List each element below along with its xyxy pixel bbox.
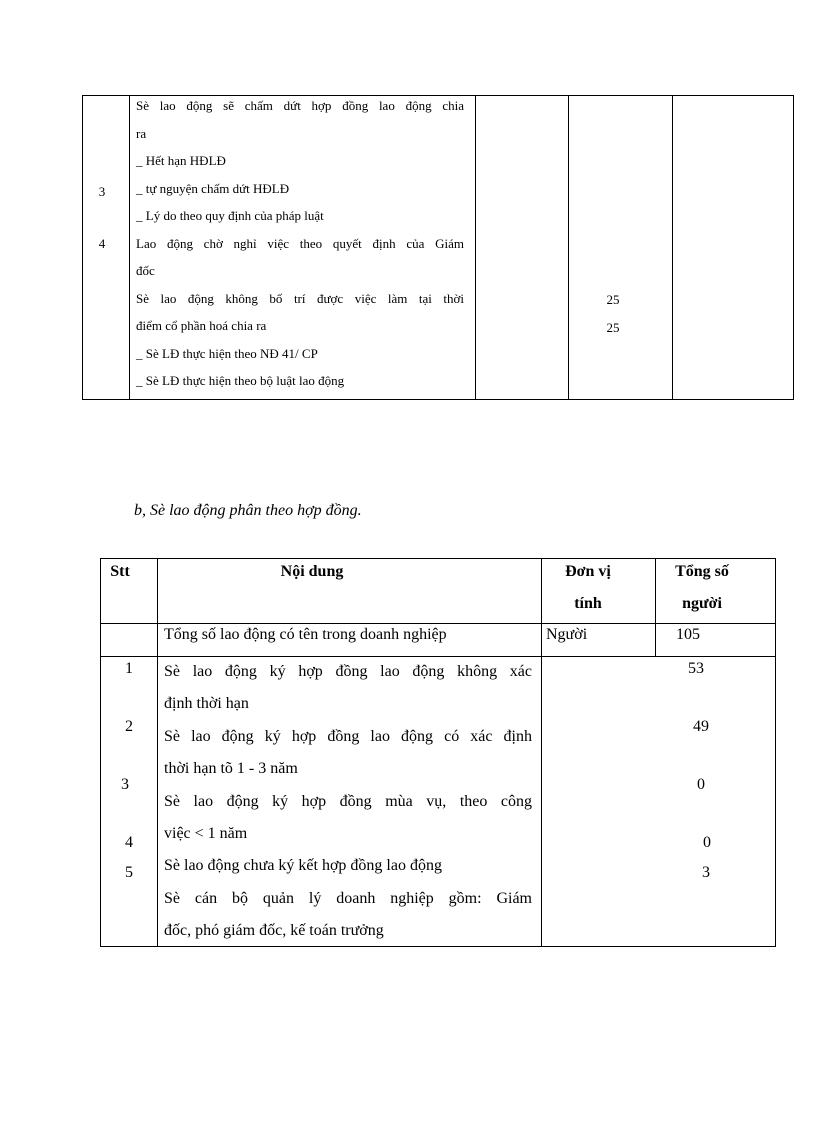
cell-value: 0 (697, 776, 705, 793)
table-col-line (568, 95, 569, 400)
summary-content: Tổng số lao động có tên trong doanh nghiệp (164, 626, 447, 643)
row-number: 3 (121, 776, 129, 793)
content-line: _ Sè LĐ thực hiện theo NĐ 41/ CP (136, 345, 318, 361)
table-col-line (129, 95, 130, 400)
table-col-line (157, 558, 158, 947)
content-line: Sè cán bộ quản lý doanh nghiệp gồm: Giám (164, 889, 532, 907)
header-total: Tổng số (675, 563, 729, 580)
row-number: 5 (125, 864, 133, 881)
table-col-line (793, 95, 794, 400)
content-line: _ tự nguyện chấm dứt HĐLĐ (136, 180, 290, 196)
content-line: Sè lao động sẽ chấm dứt hợp đồng lao động chia (136, 98, 464, 113)
row-number: 4 (125, 834, 133, 851)
header-divider (100, 623, 776, 624)
content-line: _ Sè LĐ thực hiện theo bộ luật lao động (136, 373, 345, 388)
cell-value: 0 (703, 834, 711, 851)
content-line: đốc (136, 263, 155, 278)
content-line: Sè lao động ký hợp đồng mùa vụ, theo công (164, 792, 532, 810)
content-line: thời hạn tõ 1 - 3 năm (164, 760, 298, 778)
header-total-line2: người (682, 595, 722, 612)
section-caption: b, Sè lao động phân theo hợp đồng. (134, 502, 362, 519)
table-col-line (475, 95, 476, 400)
header-stt: Stt (110, 563, 130, 580)
cell-value: 53 (688, 660, 704, 677)
row-number: 1 (125, 660, 133, 677)
row-content (164, 656, 532, 948)
summary-unit: Người (546, 626, 588, 643)
cell-value: 49 (693, 718, 709, 735)
table-col-line (775, 558, 776, 947)
row-number: 2 (125, 718, 133, 735)
content-line: Lao động chờ nghỉ việc theo quyết định của Giám (136, 235, 464, 251)
table-col-line (100, 558, 101, 947)
content-line: Sè lao động ký hợp đồng lao động không xác (164, 663, 532, 680)
row-number: 4 (98, 236, 106, 251)
content-line: _ Hết hạn HĐLĐ (136, 153, 226, 168)
cell-value: 25 (606, 292, 620, 307)
table-col-line (541, 558, 542, 947)
content-line: việc < 1 năm (164, 824, 248, 842)
content-line: Sè lao động không bố trí được việc làm tại thời (136, 290, 464, 306)
row-number: 3 (98, 184, 106, 199)
cell-value: 25 (606, 320, 620, 335)
table-bottom-border (82, 399, 794, 400)
table-col-line (82, 95, 83, 400)
header-unit: Đơn vị (565, 563, 611, 580)
content-line: định thời hạn (164, 695, 249, 713)
row-content (136, 92, 464, 395)
table-col-line (672, 95, 673, 400)
content-line: Sè lao động ký hợp đồng lao động có xác định (164, 727, 532, 745)
summary-total: 105 (676, 626, 700, 643)
header-unit-line2: tính (574, 595, 602, 612)
header-content: Nội dung (280, 563, 344, 580)
content-line: đốc, phó giám đốc, kế toán trưởng (164, 922, 384, 940)
content-line: điểm cổ phần hoá chia ra (136, 318, 267, 333)
table-col-line (655, 558, 656, 657)
content-line: _ Lý do theo quy định của pháp luật (136, 208, 324, 223)
content-line: Sè lao động chưa ký kết hợp đồng lao động (164, 857, 442, 875)
cell-value: 3 (702, 864, 710, 881)
content-line: ra (136, 125, 147, 141)
